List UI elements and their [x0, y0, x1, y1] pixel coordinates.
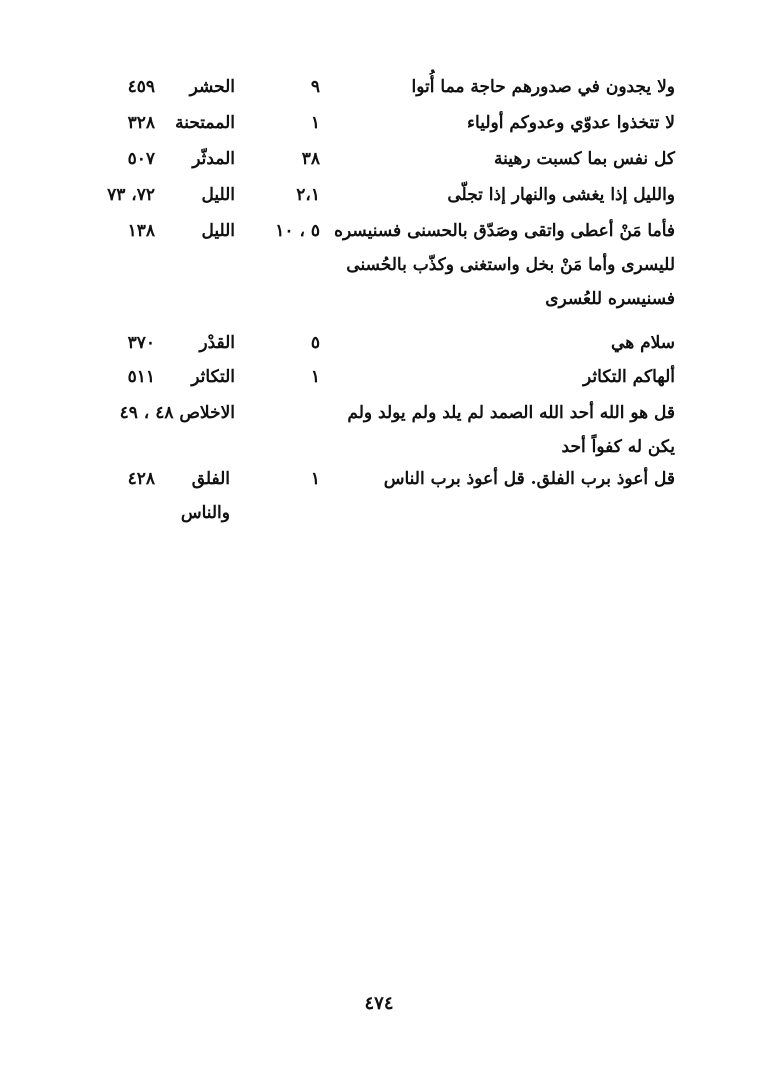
index-row [80, 326, 675, 360]
verse-number: ٩ [310, 77, 320, 97]
index-row [80, 462, 675, 532]
surah-name: الليل [201, 221, 235, 241]
surah-name: الفلق والناس [180, 469, 230, 523]
verse-text: لا تتخذوا عدوّي وعدوكم أولياء [467, 113, 675, 133]
verse-number: ١ [310, 469, 320, 489]
verse-number: ٥ [310, 333, 320, 353]
verse-number: ٣٨ [301, 149, 320, 169]
index-row [80, 142, 675, 176]
verse-text: كل نفس بما كسبت رهينة [493, 149, 675, 169]
surah-name: القدْر [199, 333, 235, 353]
surah-name: الممتحنة [175, 113, 235, 133]
index-row [80, 178, 675, 212]
index-row [80, 214, 675, 322]
verse-number: ١ [310, 113, 320, 133]
page-reference: ٧٢، ٧٣ [107, 185, 155, 205]
page-reference: ٣٧٠ [127, 333, 155, 353]
verse-number: ٥ ، ١٠ [275, 221, 320, 241]
index-row [80, 396, 675, 466]
surah-name: الاخلاص ٤٨ ، ٤٩ [119, 403, 235, 423]
verse-text: قل أعوذ برب الفلق. قل أعوذ برب الناس [383, 469, 675, 489]
surah-name: التكاثر [191, 367, 235, 387]
index-row [80, 360, 675, 394]
verse-text: فأما مَنْ أعطى واتقى وصَدّق بالحسنى فسنيسره لليسرى وأما مَنْ بخل واستغنى وكذّب بالحُسنى فسنيسره للعُسرى [334, 221, 675, 309]
page-number: ٤٧٤ [364, 993, 394, 1014]
verse-text: والليل إذا يغشى والنهار إذا تجلّى [447, 185, 675, 205]
verse-text: ولا يجدون في صدورهم حاجة مما أُتوا [411, 77, 675, 97]
index-row [80, 106, 675, 140]
verse-text: قل هو الله أحد الله الصمد لم يلد ولم يولد ولم يكن له كفواً أحد [347, 403, 675, 457]
page-reference: ١٣٨ [127, 221, 155, 241]
page-reference: ٣٢٨ [127, 113, 155, 133]
index-row [80, 70, 675, 104]
verse-text: سلام هي [611, 333, 675, 353]
page-reference: ٤٥٩ [127, 77, 155, 97]
verse-number: ٢،١ [296, 185, 320, 205]
verse-number: ١ [310, 367, 320, 387]
verse-text: ألهاكم التكاثر [583, 367, 675, 387]
page-reference: ٥٠٧ [127, 149, 155, 169]
surah-name: الليل [201, 185, 235, 205]
page-reference: ٥١١ [127, 367, 155, 387]
surah-name: الحشر [189, 77, 235, 97]
surah-name: المدثّر [192, 149, 235, 169]
page-reference: ٤٢٨ [127, 469, 155, 489]
